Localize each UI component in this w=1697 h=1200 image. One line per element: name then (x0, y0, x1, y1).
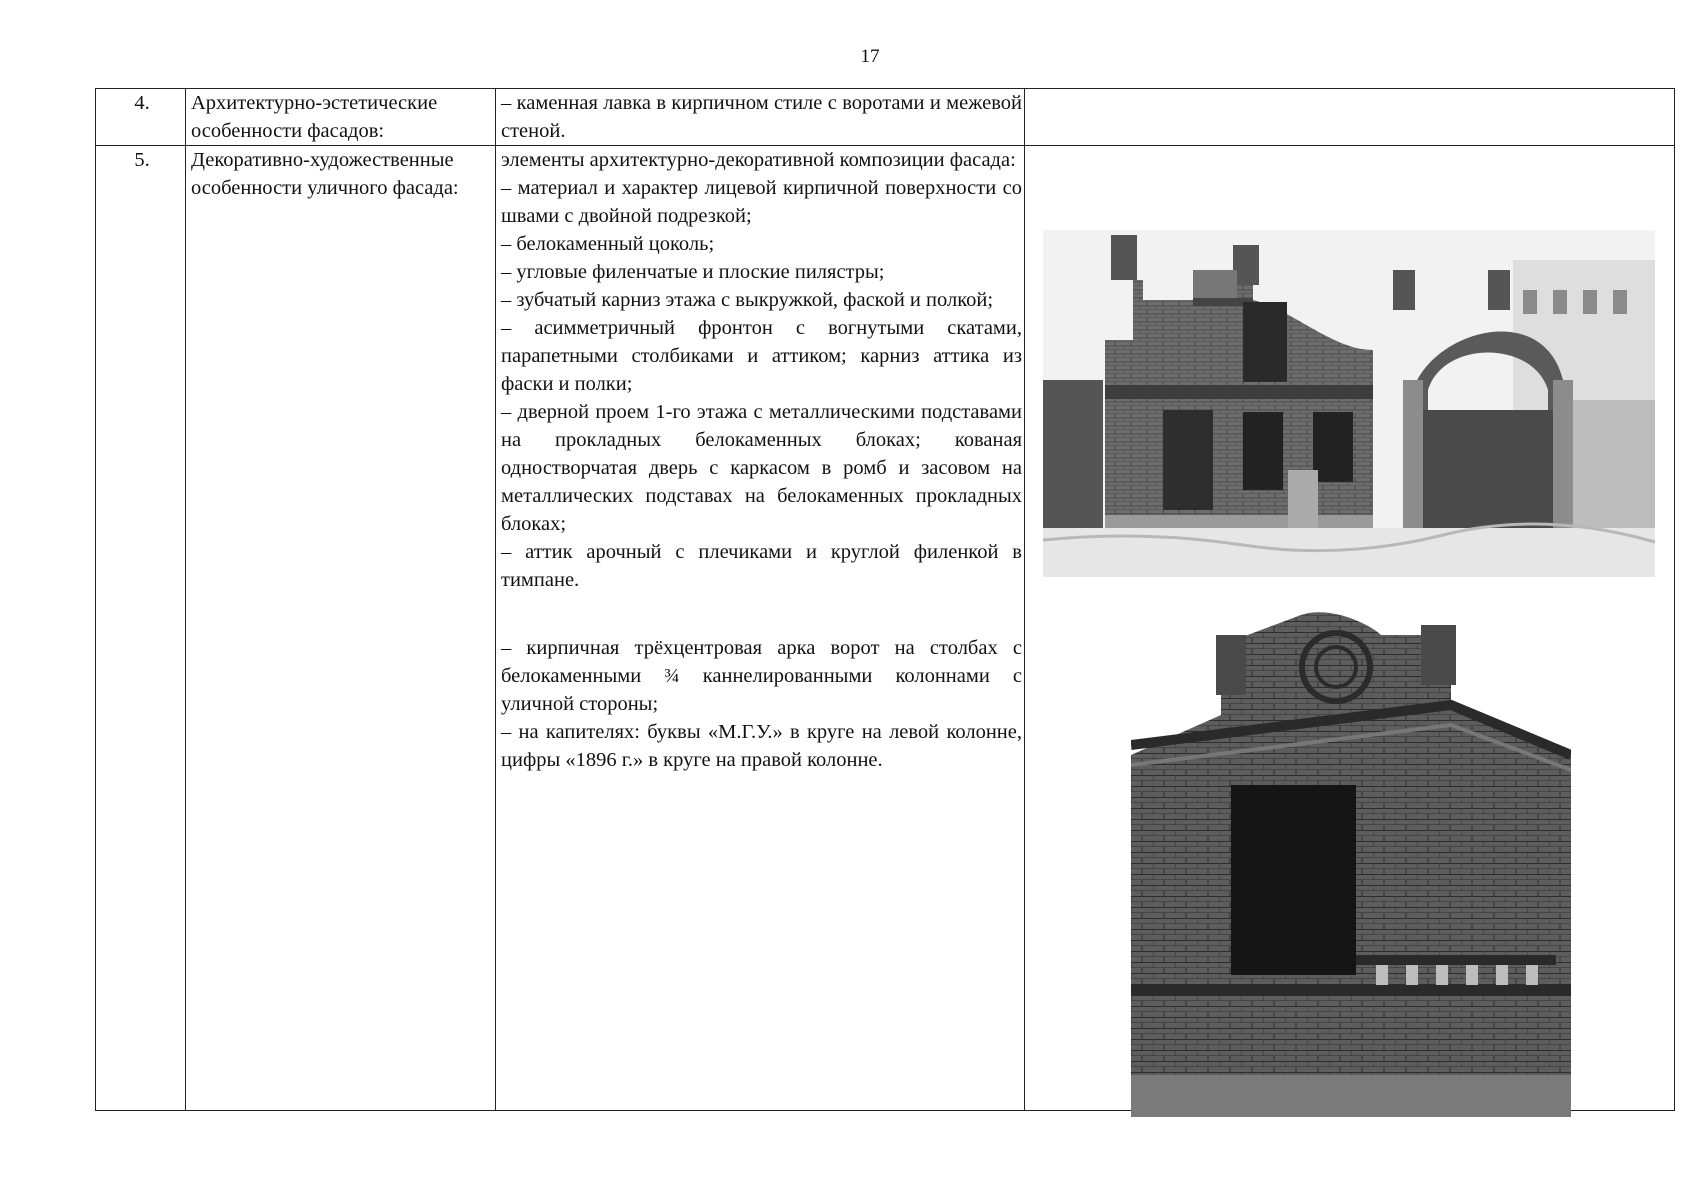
description-item: – белокаменный цоколь; (501, 233, 715, 255)
feature-description (496, 146, 1025, 1111)
description-item: – кирпичная трёхцентровая арка ворот на столбах с белокаменными ¾ каннелированными колоннами с уличной стороны; (501, 637, 1022, 715)
photo-cell (1025, 146, 1675, 1111)
description-item: – зубчатый карниз этажа с выкружкой, фаской и полкой; (501, 289, 994, 311)
attic-detail-photo (1131, 605, 1571, 1117)
description-item: – аттик арочный с плечиками и круглой филенкой в тимпане. (501, 541, 1022, 591)
description-item: – каменная лавка в кирпичном стиле с воротами и межевой стеной. (501, 92, 1022, 142)
monument-features-table (95, 88, 1675, 1111)
row-number: 5. (96, 146, 186, 1111)
description-item: элементы архитектурно-декоративной композиции фасада: (501, 149, 1016, 171)
description-item: – материал и характер лицевой кирпичной поверхности со швами с двойной подрезкой; (501, 177, 1022, 227)
description-item: – дверной проем 1-го этажа с металлическими подставами на прокладных белокаменных блоках; кованая одностворчатая дверь с каркасом в ромб и засовом на металлических подставах на белокаменных прокладных блоках; (501, 401, 1022, 535)
feature-description (496, 89, 1025, 146)
description-item: – угловые филенчатые и плоские пилястры; (501, 261, 885, 283)
table-row (96, 146, 1675, 1111)
page-number: 17 (860, 46, 880, 67)
row-number: 4. (96, 89, 186, 146)
feature-name: Декоративно-художественные особенности уличного фасада: (186, 146, 496, 1111)
feature-name: Архитектурно-эстетические особенности фасадов: (186, 89, 496, 146)
facade-photo (1043, 230, 1655, 577)
table-row (96, 89, 1675, 146)
description-item: – асимметричный фронтон с вогнутыми скатами, парапетными столбиками и аттиком; карниз аттика из фаски и полки; (501, 317, 1022, 395)
description-item: – на капителях: буквы «М.Г.У.» в круге на левой колонне, цифры «1896 г.» в круге на правой колонне. (501, 721, 1022, 771)
photo-cell-empty (1025, 89, 1675, 146)
